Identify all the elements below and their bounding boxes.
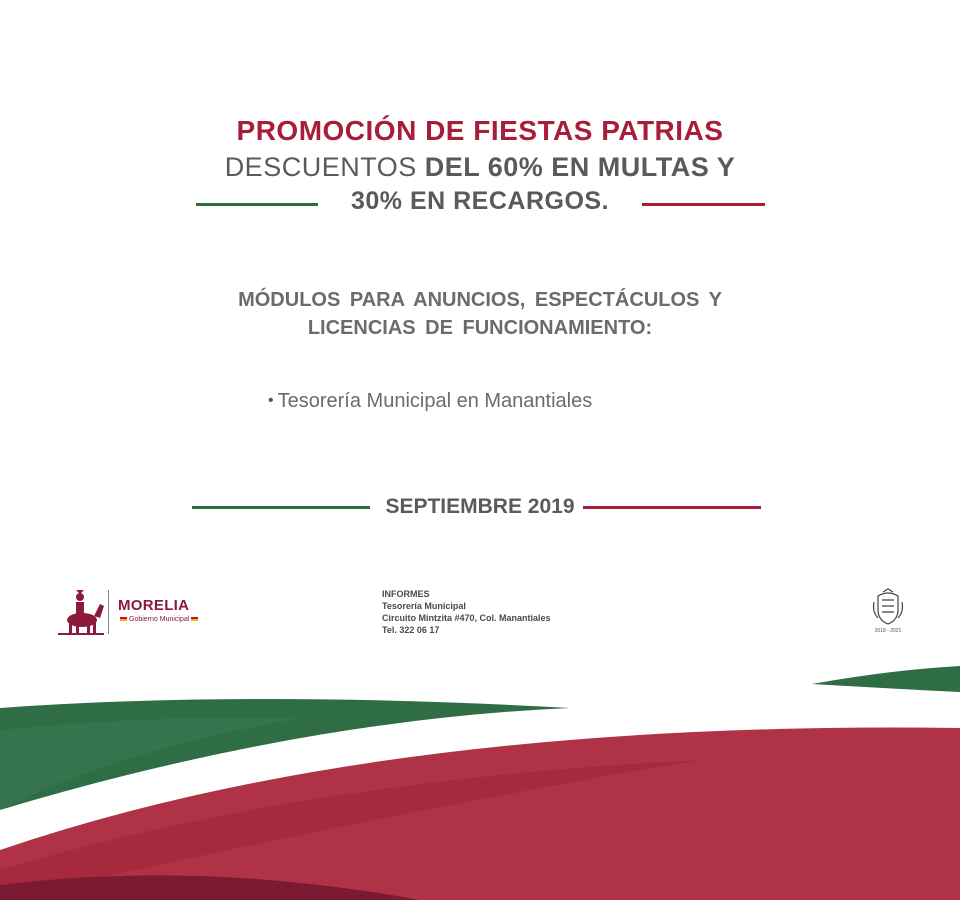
logo-subtitle [118, 616, 200, 623]
headline-title: PROMOCIÓN DE FIESTAS PATRIAS [236, 115, 724, 146]
headline-discount-fines: DEL 60% EN MULTAS Y [424, 152, 736, 182]
flag-icon [191, 617, 198, 621]
headline [0, 112, 960, 218]
logo-divider [108, 590, 109, 634]
headline-discount-surcharges: 30% EN RECARGOS. [350, 187, 610, 215]
flag-icon [120, 617, 127, 621]
green-wave-right [812, 666, 960, 692]
seal-years: 2018 - 2021 [874, 628, 902, 634]
headline-rule-left [196, 203, 318, 206]
date-rule-left [192, 506, 370, 509]
date-rule-right [583, 506, 761, 509]
morelia-logo [56, 588, 206, 636]
location-item [268, 388, 592, 416]
logo-subtitle-text: Gobierno Municipal [129, 616, 190, 623]
info-office: Tesorería Municipal [382, 601, 466, 611]
modules-heading-line2: LICENCIAS DE FUNCIONAMIENTO: [307, 317, 653, 339]
modules-heading [0, 286, 960, 342]
info-phone: Tel. 322 06 17 [382, 625, 440, 635]
municipal-seal [868, 588, 908, 636]
horseman-statue-icon [56, 588, 106, 636]
modules-heading-line1: MÓDULOS PARA ANUNCIOS, ESPECTÁCULOS Y [238, 289, 722, 311]
contact-info [382, 588, 551, 636]
info-heading: INFORMES [382, 589, 430, 599]
info-address: Circuito Mintzita #470, Col. Manantiales [382, 613, 551, 623]
bullet-icon: • [268, 392, 274, 409]
headline-discount-line [0, 150, 960, 184]
coat-of-arms-icon [868, 588, 908, 628]
headline-discount-prefix: DESCUENTOS [224, 152, 425, 182]
location-text: Tesorería Municipal en Manantiales [277, 390, 593, 412]
logo-name: MORELIA [118, 597, 190, 614]
decorative-waves [0, 660, 960, 900]
date-label: SEPTIEMBRE 2019 [385, 495, 575, 518]
headline-rule-right [642, 203, 765, 206]
